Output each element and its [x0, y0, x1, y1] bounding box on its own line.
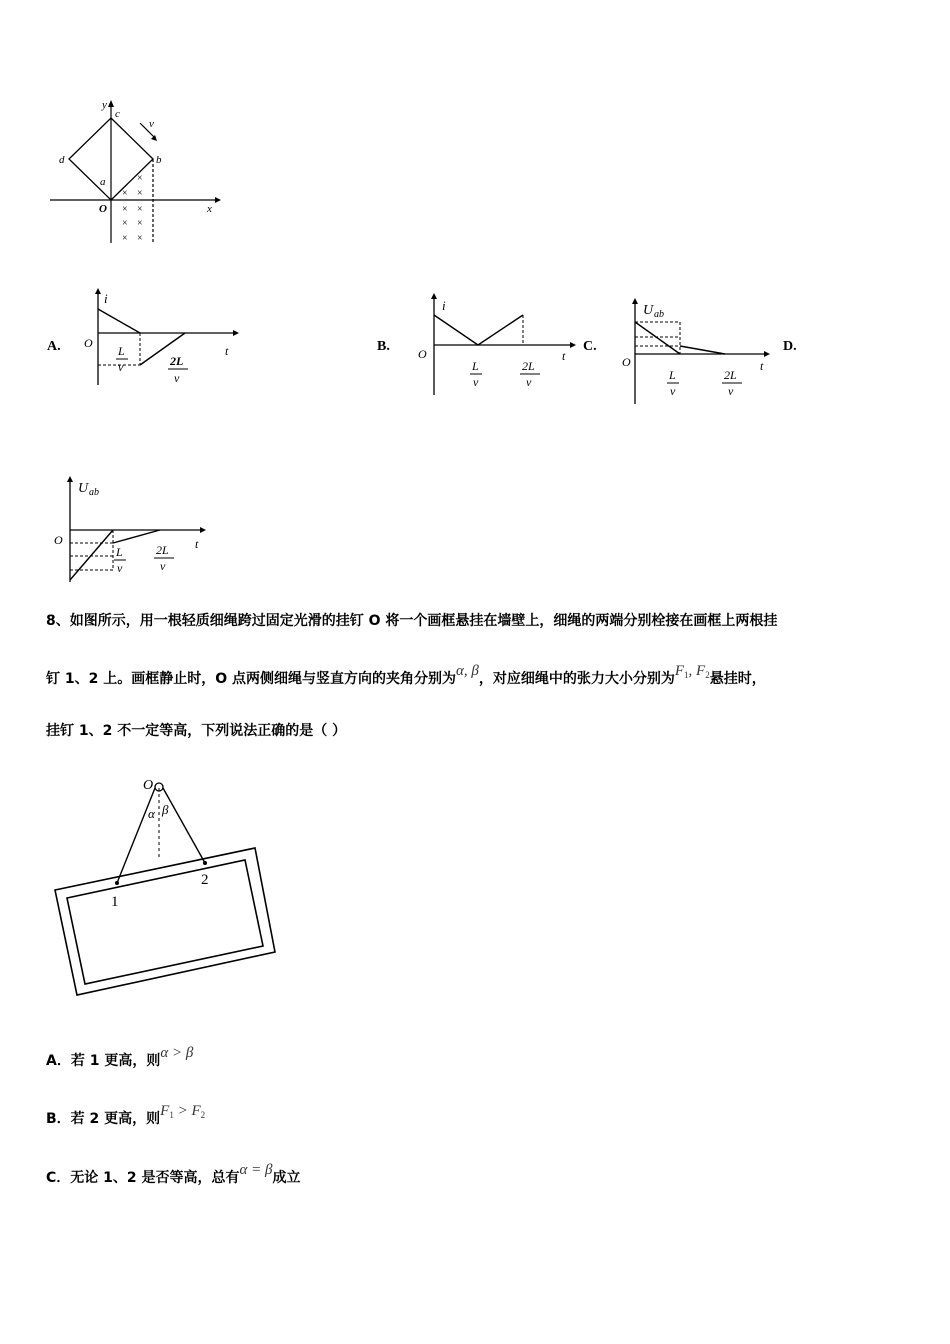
alpha-label: α — [148, 806, 155, 821]
option-d-letter[interactable]: D. — [783, 339, 797, 354]
svg-text:t: t — [760, 359, 764, 373]
y-axis-label: y — [102, 99, 107, 111]
math-f1-gt-f2: $F_1 > F_2$ — [160, 1103, 206, 1120]
svg-text:v: v — [118, 360, 124, 374]
svg-text:v: v — [174, 371, 180, 385]
option-d-graph[interactable] — [50, 470, 220, 585]
corner-b: b — [156, 154, 162, 166]
svg-text:v: v — [117, 561, 123, 575]
svg-text:L: L — [118, 344, 125, 358]
svg-text:×: × — [137, 233, 143, 244]
svg-text:L: L — [472, 359, 479, 373]
top-figure — [45, 95, 225, 250]
svg-text:2L: 2L — [170, 354, 184, 368]
peg-o-label: O — [143, 778, 154, 793]
corner-c: c — [115, 108, 120, 120]
math-alpha-eq-beta: α = β — [239, 1162, 273, 1178]
svg-text:t: t — [562, 349, 566, 363]
option-c-letter[interactable]: C. — [583, 339, 597, 354]
svg-text:t: t — [225, 344, 229, 358]
beta-label: β — [162, 802, 169, 817]
svg-text:L: L — [116, 545, 123, 559]
svg-text:×: × — [122, 218, 128, 229]
svg-text:O: O — [418, 347, 427, 361]
question-8-line-3: 挂钉 1、2 不一定等高，下列说法正确的是（ ） — [46, 723, 347, 739]
magnetic-field-marks — [122, 173, 143, 244]
svg-text:U: U — [643, 303, 654, 318]
option-b-letter[interactable]: B. — [377, 339, 390, 354]
svg-text:v: v — [160, 559, 166, 573]
svg-text:×: × — [137, 204, 143, 215]
option-a-letter[interactable]: A. — [47, 339, 61, 354]
svg-text:2L: 2L — [724, 368, 737, 382]
svg-text:v: v — [526, 375, 532, 389]
math-alpha-beta: α, β — [456, 663, 479, 679]
option-b-graph[interactable] — [412, 290, 582, 398]
svg-text:×: × — [137, 188, 143, 199]
origin-label: O — [99, 203, 107, 215]
option-a-graph[interactable] — [80, 285, 250, 390]
math-alpha-gt-beta: α > β — [160, 1045, 194, 1061]
svg-text:i: i — [442, 298, 446, 313]
velocity-label: v — [149, 118, 154, 130]
answer-b[interactable]: B．若 2 更高，则$F_1 > F_2$ — [46, 1103, 206, 1127]
question-8-line-1: 8、如图所示，用一根轻质细绳跨过固定光滑的挂钉 O 将一个画框悬挂在墙壁上，细绳的两端分别栓接在画框上两根挂 — [46, 613, 778, 629]
svg-text:O: O — [622, 355, 631, 369]
svg-text:O: O — [84, 336, 93, 350]
math-f1-f2: $F_1$, $F_2$ — [674, 663, 710, 680]
svg-text:2L: 2L — [156, 543, 169, 557]
svg-text:ab: ab — [654, 309, 664, 320]
svg-text:O: O — [54, 533, 63, 547]
picture-frame-figure — [45, 770, 285, 1010]
svg-text:×: × — [137, 218, 143, 229]
svg-text:v: v — [473, 375, 479, 389]
answer-a[interactable]: A．若 1 更高，则α > β — [46, 1045, 194, 1069]
x-axis-label: x — [207, 203, 212, 215]
svg-text:v: v — [670, 384, 676, 398]
answer-c[interactable]: C．无论 1、2 是否等高，总有α = β成立 — [46, 1162, 301, 1186]
corner-d: d — [59, 154, 65, 166]
svg-text:×: × — [122, 188, 128, 199]
svg-text:U: U — [78, 481, 89, 496]
svg-text:ab: ab — [89, 487, 99, 498]
svg-text:i: i — [104, 291, 108, 306]
svg-text:v: v — [728, 384, 734, 398]
svg-text:L: L — [669, 368, 676, 382]
svg-text:t: t — [195, 537, 199, 551]
svg-text:×: × — [122, 204, 128, 215]
svg-text:×: × — [137, 173, 143, 184]
question-8-line-2: 钉 1、2 上。画框静止时，O 点两侧细绳与竖直方向的夹角分别为α, β，对应细绳中的张力大小分别为$F_1$, $F_2$悬挂时， — [46, 663, 766, 687]
peg-2-label: 2 — [201, 872, 209, 888]
option-c-graph[interactable] — [618, 292, 778, 407]
svg-text:2L: 2L — [522, 359, 535, 373]
peg-1-label: 1 — [111, 894, 119, 910]
svg-text:×: × — [122, 233, 128, 244]
corner-a: a — [100, 176, 106, 188]
